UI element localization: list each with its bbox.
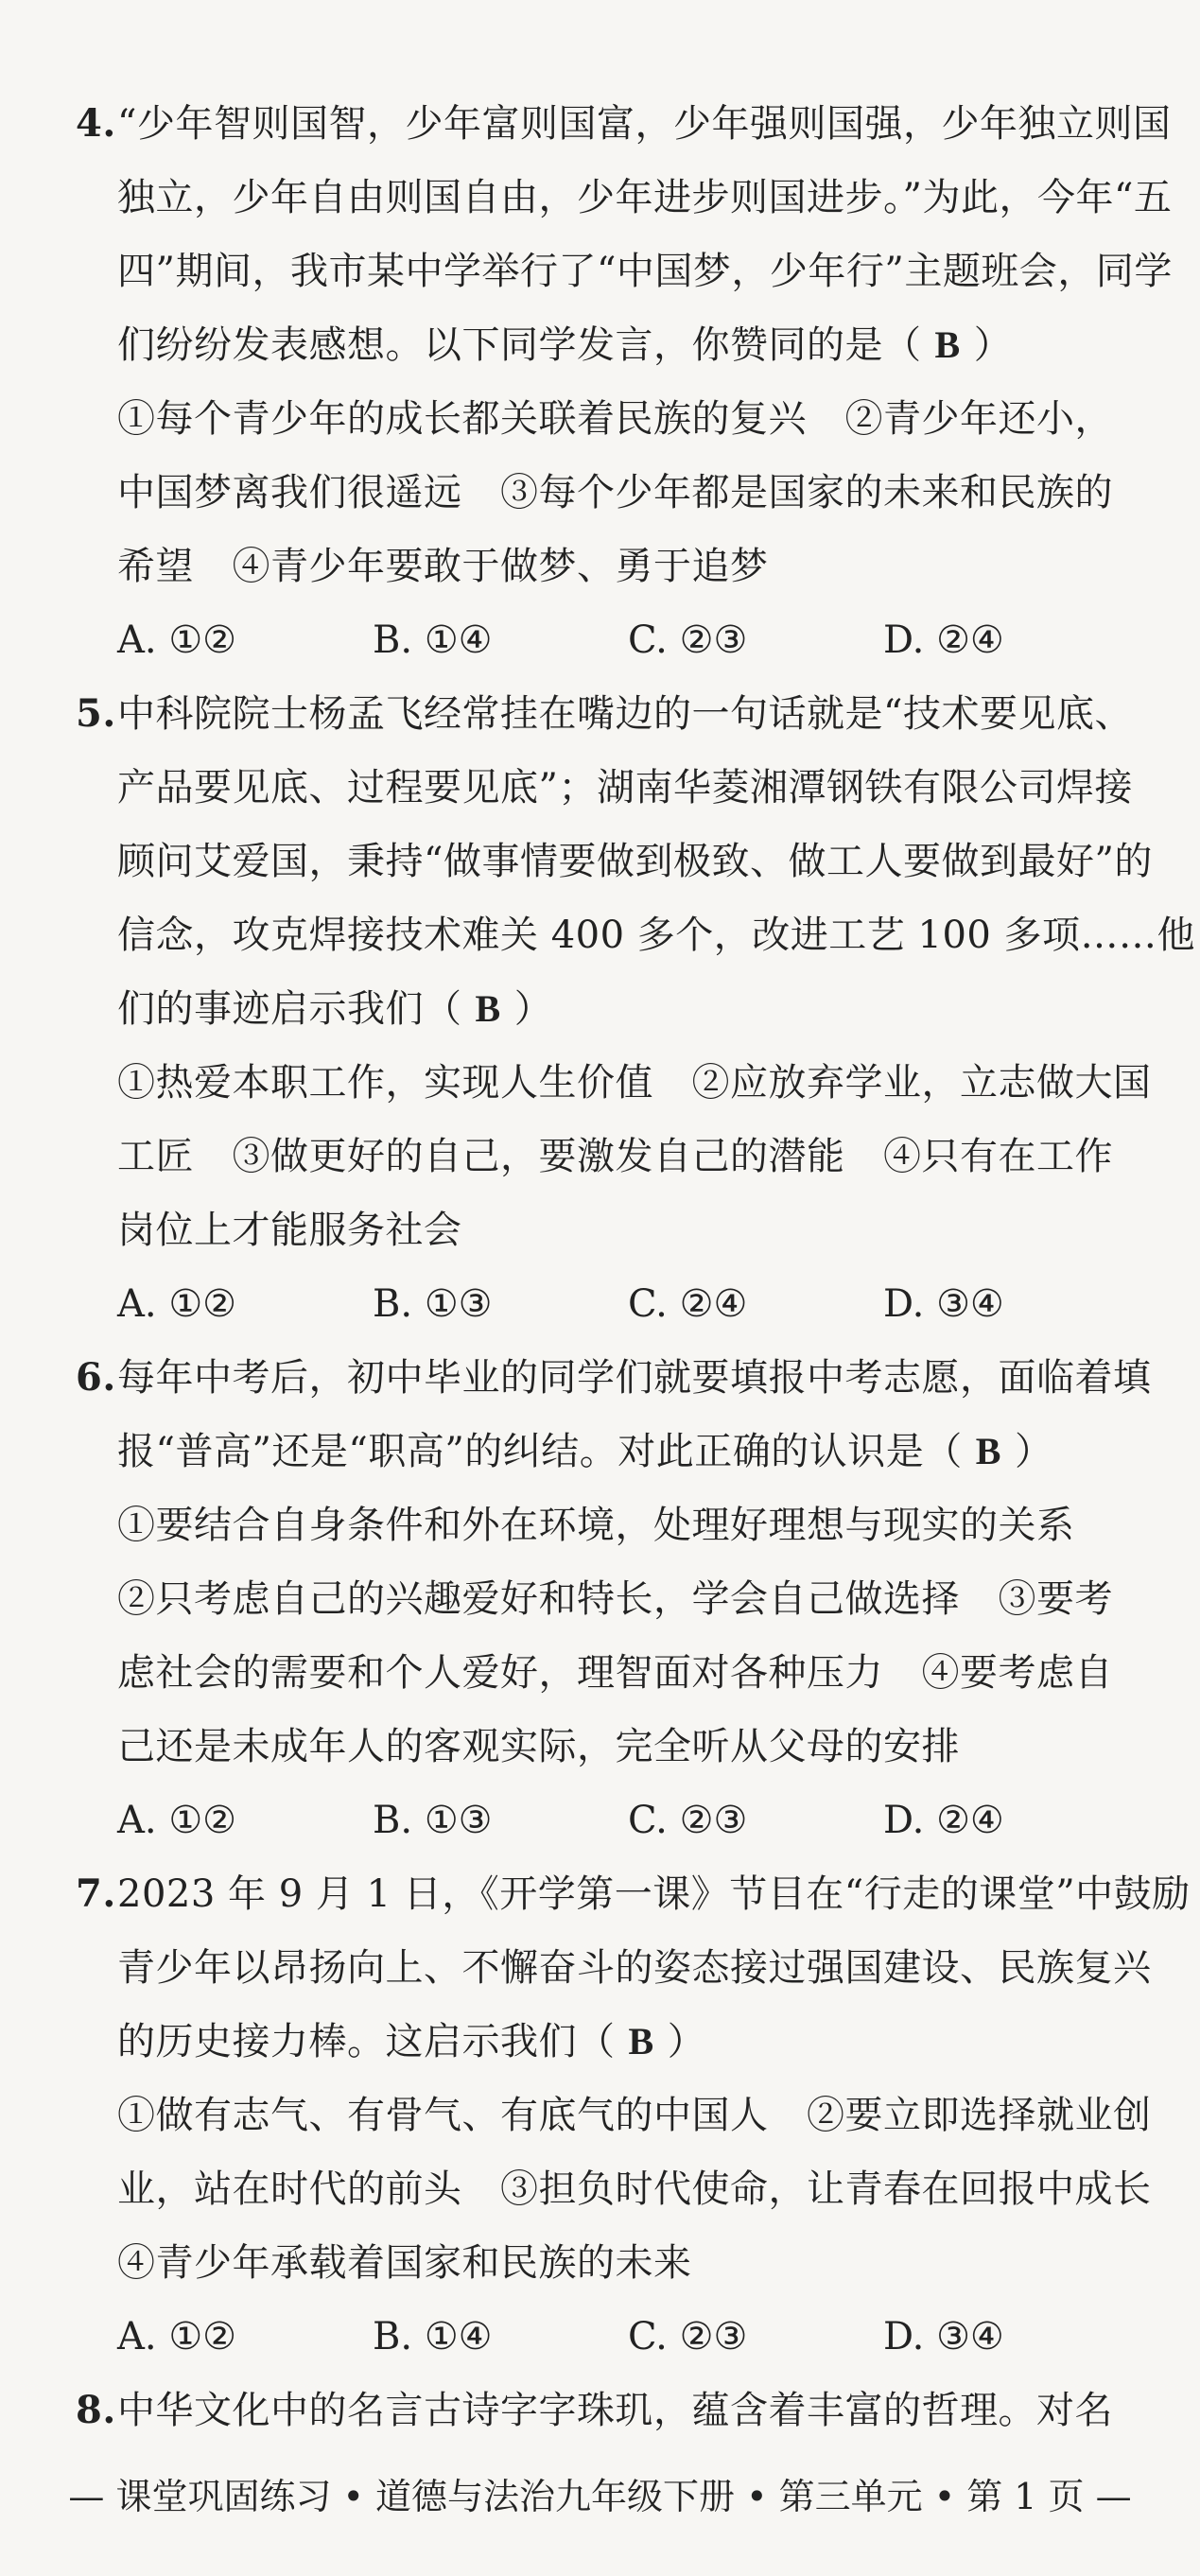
page-footer: — 课堂巩固练习 • 道德与法治九年级下册 • 第三单元 • 第 1 页 — [68,2476,1132,2517]
option-c: C. ②④ [628,1282,748,1326]
statement-line: ①做有志气、有骨气、有底气的中国人 ②要立即选择就业创 [117,2094,1152,2137]
statement-line: ①每个青少年的成长都关联着民族的复兴 ②青少年还小， [117,397,1113,441]
question-7 [76,1857,1191,2374]
option-a: A. ①② [117,618,237,662]
question-stem-line: 独立，少年自由则国自由，少年进步则国进步。”为此，今年“五 [117,176,1173,219]
question-5 [76,677,1196,1341]
statement-line: 虑社会的需要和个人爱好，理智面对各种压力 ④要考虑自 [117,1651,1113,1695]
option-c: C. ②③ [628,1799,748,1842]
option-a: A. ①② [117,1282,237,1326]
question-stem-line: 的历史接力棒。这启示我们（ B ） [117,2020,706,2063]
question-stem-line: 8.中华文化中的名言古诗字字珠玑，蕴含着丰富的哲理。对名 [76,2374,1143,2447]
statement-line: ①热爱本职工作，实现人生价值 ②应放弃学业，立志做大国 [117,1061,1152,1105]
option-d: D. ③④ [883,2315,1004,2358]
statement-line: 希望 ④青少年要敢于做梦、勇于追梦 [117,545,769,588]
question-stem-line: 青少年以昂扬向上、不懈奋斗的姿态接过强国建设、民族复兴 [117,1946,1152,1990]
answer-mark: B [975,1430,1001,1472]
question-stem-line: 4.“少年智则国智，少年富则国富，少年强则国强，少年独立则国 [76,87,1143,161]
option-b: B. ①④ [373,2315,493,2358]
question-number: 4. [76,101,116,146]
statement-line: ①要结合自身条件和外在环境，处理好理想与现实的关系 [117,1504,1075,1547]
option-b: B. ①③ [373,1282,493,1326]
option-c: C. ②③ [628,618,748,662]
statement-line: 中国梦离我们很遥远 ③每个少年都是国家的未来和民族的 [117,471,1113,514]
question-stem-line: 四”期间，我市某中学举行了“中国梦，少年行”主题班会，同学 [117,250,1173,293]
question-stem-line: 顾问艾爱国，秉持“做事情要做到极致、做工人要做到最好”的 [117,840,1153,883]
question-stem-line: 5.中科院院士杨孟飞经常挂在嘴边的一句话就是“技术要见底、 [76,677,1143,751]
question-number: 5. [76,691,116,736]
question-stem-line: 们纷纷发表感想。以下同学发言，你赞同的是（ B ） [117,323,1013,367]
answer-options [76,1784,1143,1857]
answer-options [76,2300,1143,2374]
answer-options [76,1267,1143,1341]
option-b: B. ①③ [373,1799,493,1842]
question-8 [76,2374,1143,2447]
question-number: 7. [76,1871,116,1916]
question-stem-line: 7.2023 年 9 月 1 日，《开学第一课》节目在“行走的课堂”中鼓励 [76,1857,1143,1931]
statement-line: 工匠 ③做更好的自己，要激发自己的潜能 ④只有在工作 [117,1135,1113,1178]
option-a: A. ①② [117,2315,237,2358]
statement-line: 业，站在时代的前头 ③担负时代使命，让青春在回报中成长 [117,2167,1152,2211]
option-b: B. ①④ [373,618,493,662]
option-d: D. ③④ [883,1282,1004,1326]
question-stem-line: 们的事迹启示我们（ B ） [117,987,553,1031]
statement-line: ②只考虑自己的兴趣爱好和特长，学会自己做选择 ③要考 [117,1577,1113,1621]
statement-line: 己还是未成年人的客观实际，完全听从父母的安排 [117,1725,960,1768]
option-c: C. ②③ [628,2315,748,2358]
question-stem-line: 信念，攻克焊接技术难关 400 多个，改进工艺 100 多项……他 [117,914,1196,957]
answer-mark: B [475,987,501,1030]
option-a: A. ①② [117,1799,237,1842]
question-stem-line: 报“普高”还是“职高”的纠结。对此正确的认识是（ B ） [117,1430,1053,1473]
answer-options [76,603,1143,677]
question-number: 8. [76,2388,116,2432]
question-number: 6. [76,1355,116,1400]
option-d: D. ②④ [883,1799,1004,1842]
question-stem-line: 产品要见底、过程要见底”；湖南华菱湘潭钢铁有限公司焊接 [117,766,1133,809]
answer-mark: B [934,323,961,366]
answer-mark: B [628,2020,654,2063]
statement-line: 岗位上才能服务社会 [117,1209,462,1252]
question-4 [76,87,1173,677]
statement-line: ④青少年承载着国家和民族的未来 [117,2241,692,2285]
question-stem-line: 6.每年中考后，初中毕业的同学们就要填报中考志愿，面临着填 [76,1341,1143,1415]
option-d: D. ②④ [883,618,1004,662]
question-6 [76,1341,1152,1857]
